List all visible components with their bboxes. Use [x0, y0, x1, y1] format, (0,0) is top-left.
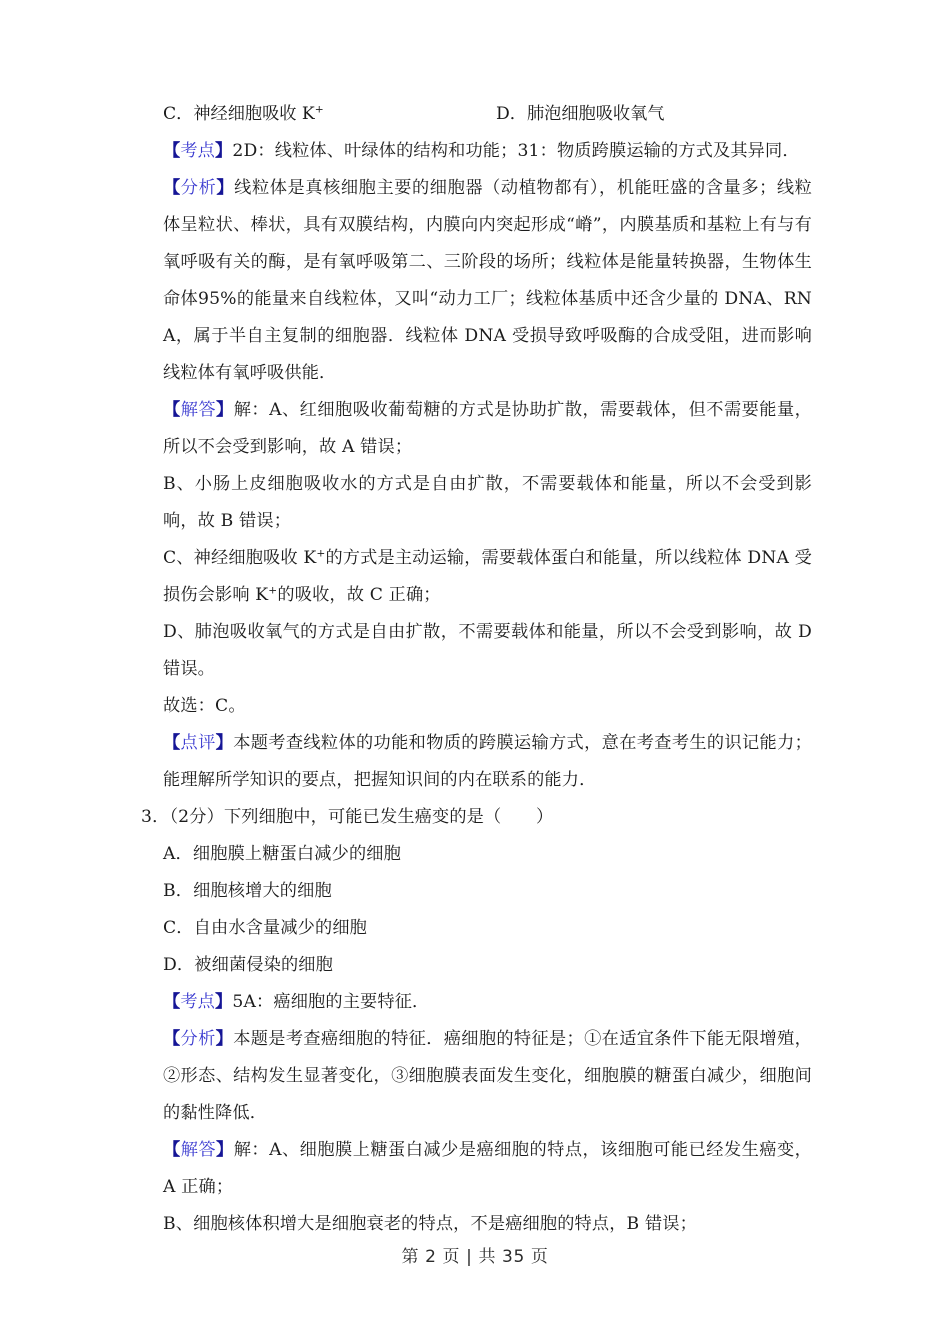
bracket-open: 【 [163, 141, 181, 161]
question2-option-c-text: C．神经细胞吸收 K [163, 104, 315, 124]
question3-fenxi-block [140, 1021, 812, 1132]
question2-fenxi-block [140, 170, 812, 392]
bracket-close: 】 [216, 400, 234, 420]
kaodian-label-text: 考点 [180, 141, 216, 161]
question2-jieda-c-text2: 的方式是主动运输，需要载体蛋白和能量，所以线粒体 DNA 受损伤会影响 K [163, 548, 812, 605]
question2-dianping-text: 本题考查线粒体的功能和物质的跨膜运输方式，意在考查考生的识记能力；能理解所学知识的要点，把握知识间的内在联系的能力． [163, 733, 812, 790]
superscript-plus: + [314, 102, 324, 116]
question2-option-row-cd [140, 96, 812, 133]
jieda-label [163, 400, 234, 420]
question2-final-answer: 故选：C。 [163, 696, 246, 716]
superscript-plus: + [268, 583, 278, 597]
question2-jieda-a-text: 解：A、红细胞吸收葡萄糖的方式是协助扩散，需要载体，但不需要能量，所以不会受到影响，故 A 错误； [163, 400, 812, 457]
superscript-plus: + [316, 546, 326, 560]
fenxi-label-text: 分析 [180, 1029, 216, 1049]
question2-jieda-block [140, 392, 812, 466]
question2-option-c [163, 104, 324, 124]
question2-jieda-c-text1: C、神经细胞吸收 K [163, 548, 317, 568]
bracket-close: 】 [215, 1029, 234, 1049]
question2-fenxi-text: 线粒体是真核细胞主要的细胞器（动植物都有），机能旺盛的含量多；线粒体呈粒状、棒状，具有双膜结构，内膜向内突起形成“嵴”，内膜基质和基粒上有与有氧呼吸有关的酶，是有氧呼吸第二、三阶段的场所；线粒体是能量转换器，生物体生命体95%的能量来自线粒体，又叫“动力工厂；线粒体基质中还含少量的 DNA、RNA，属于半自主复制的细胞器．线粒体 DNA 受损导致呼吸酶的合成受阻，进而影响线粒体有氧呼吸供能． [163, 178, 813, 383]
question2-jieda-d: D、肺泡吸收氧气的方式是自由扩散，不需要载体和能量，所以不会受到影响，故 D 错误。 [163, 622, 812, 679]
dianping-label [163, 733, 233, 753]
question2-jieda-c-text3: 的吸收，故 C 正确； [277, 585, 441, 605]
question2-jieda-b: B、小肠上皮细胞吸收水的方式是自由扩散，不需要载体和能量，所以不会受到影响，故 B 错误； [163, 474, 812, 531]
question3-score: （2分） [169, 807, 224, 827]
question3-kaodian-block [140, 984, 812, 1021]
kaodian-label [163, 992, 232, 1012]
question3-jieda-b: B、细胞核体积增大是细胞衰老的特点，不是癌细胞的特点，B 错误； [163, 1214, 697, 1234]
question3-option-b: B．细胞核增大的细胞 [163, 881, 332, 901]
question3-jieda-a-text: 解：A、细胞膜上糖蛋白减少是癌细胞的特点，该细胞可能已经发生癌变，A 正确； [163, 1140, 812, 1197]
question3-option-c: C．自由水含量减少的细胞 [163, 918, 368, 938]
bracket-close: 】 [215, 992, 233, 1012]
question3-stem-text: 下列细胞中，可能已发生癌变的是（ ） [223, 807, 554, 827]
question2-dianping-block [140, 725, 812, 799]
bracket-open: 【 [163, 733, 181, 753]
question3-fenxi-text: 本题是考查癌细胞的特征．癌细胞的特征是；①在适宜条件下能无限增殖，②形态、结构发生显著变化，③细胞膜表面发生变化，细胞膜的糖蛋白减少，细胞间的黏性降低． [163, 1029, 812, 1123]
bracket-open: 【 [163, 1029, 181, 1049]
page-footer: 第 2 页 | 共 35 页 [401, 1247, 549, 1267]
bracket-close: 】 [216, 178, 235, 198]
question3-number: 3． [141, 807, 170, 827]
bracket-open: 【 [163, 178, 181, 198]
question2-kaodian-block [140, 133, 812, 170]
page-content [140, 96, 812, 1243]
jieda-label-text: 解答 [180, 400, 217, 420]
fenxi-label [163, 1029, 233, 1049]
fenxi-label-text: 分析 [180, 178, 217, 198]
bracket-open: 【 [163, 1140, 181, 1160]
dianping-label-text: 点评 [180, 733, 216, 753]
bracket-open: 【 [163, 992, 181, 1012]
kaodian-label [163, 141, 232, 161]
question3-jieda-block [140, 1132, 812, 1206]
bracket-close: 】 [216, 1140, 234, 1160]
fenxi-label [163, 178, 234, 198]
bracket-open: 【 [163, 400, 181, 420]
kaodian-label-text: 考点 [180, 992, 216, 1012]
question3-stem-line [140, 799, 812, 836]
jieda-label-text: 解答 [180, 1140, 217, 1160]
jieda-label [163, 1140, 234, 1160]
question2-option-d: D．肺泡细胞吸收氧气 [496, 104, 665, 124]
question2-jieda-c [140, 540, 812, 614]
bracket-close: 】 [215, 141, 233, 161]
question3-option-a: A．细胞膜上糖蛋白减少的细胞 [163, 844, 401, 864]
question3-kaodian-text: 5A：癌细胞的主要特征． [232, 992, 430, 1012]
bracket-close: 】 [215, 733, 234, 753]
question3-option-d: D．被细菌侵染的细胞 [163, 955, 333, 975]
question2-kaodian-text: 2D：线粒体、叶绿体的结构和功能；31：物质跨膜运输的方式及其异同． [232, 141, 800, 161]
